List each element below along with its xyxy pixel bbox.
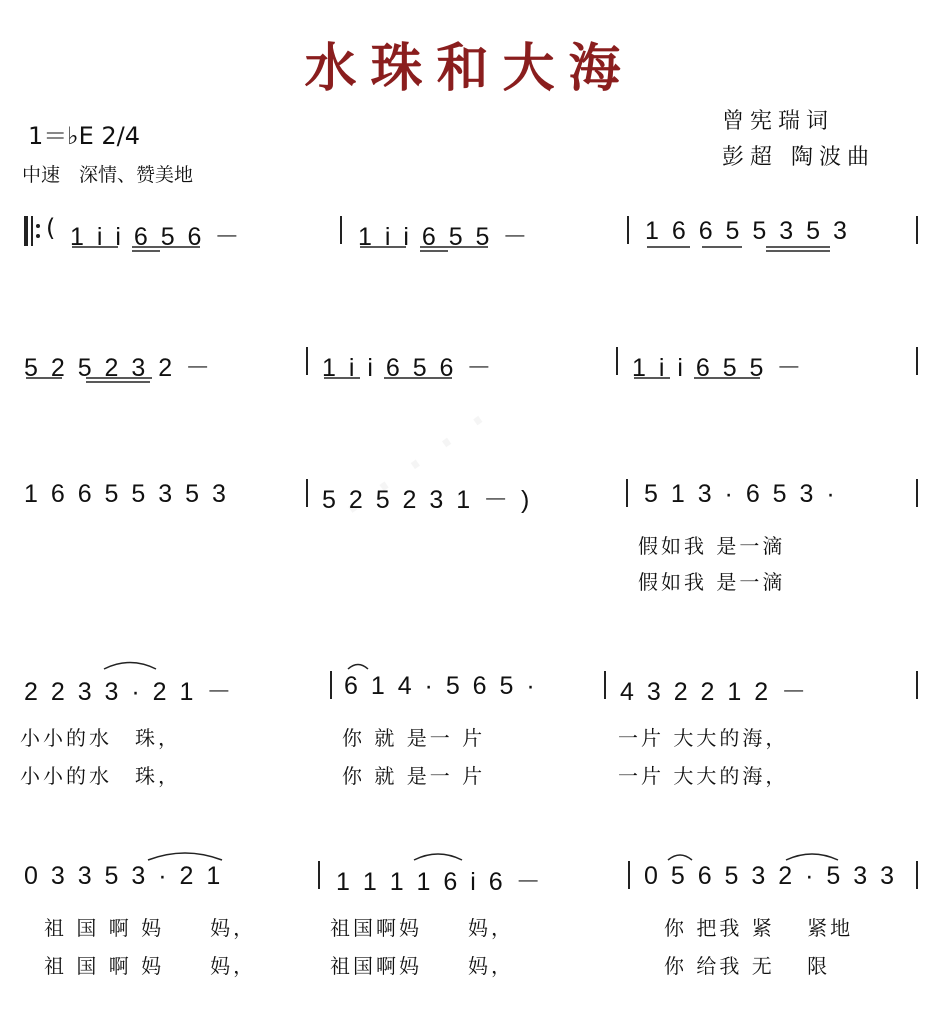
- lyric-line: 祖国啊妈 妈，: [330, 916, 514, 940]
- lyric-line: 祖国啊妈 妈，: [330, 954, 514, 978]
- measure: 1 i i 6 5 6 －: [322, 354, 495, 382]
- measure: 1 i i 6 5 5 －: [358, 223, 531, 251]
- measure: 1 i i 6 5 5 －: [632, 354, 805, 382]
- measure: 5 1 3 · 6 5 3 ·: [644, 480, 838, 508]
- measure: 2 2 3 3 · 2 1 －: [24, 678, 235, 706]
- measure: 1 1 1 1 6 i 6 －: [336, 868, 544, 896]
- measure: 1 i i 6 5 6 －: [70, 223, 243, 251]
- lyric-line: 小小的水 珠，: [20, 764, 181, 788]
- measure: 0 5 6 5 3 2 · 5 3 3: [644, 862, 897, 890]
- measure: 0 3 3 5 3 · 2 1: [24, 862, 224, 890]
- lyricist-credit: 曾宪瑞词: [722, 109, 835, 134]
- composer-credit: 彭超 陶波曲: [722, 145, 875, 170]
- lyric-line: 祖 国 啊 妈 妈，: [44, 916, 257, 940]
- measure: 6 1 4 · 5 6 5 ·: [344, 672, 538, 700]
- lyric-line: 假如我 是一滴: [638, 570, 786, 594]
- lyric-line: 你 就 是一 片: [342, 726, 486, 750]
- lyric-line: 一片 大大的海，: [618, 764, 789, 788]
- lyric-line: 一片 大大的海，: [618, 726, 789, 750]
- repeat-start-sign: (: [24, 216, 64, 246]
- key-signature: 1＝♭E 2/4: [28, 122, 141, 150]
- lyric-line: 你 给我 无 限: [664, 954, 831, 978]
- lyric-line: 你 就 是一 片: [342, 764, 486, 788]
- measure: 1 6 6 5 5 3 5 3: [24, 480, 229, 508]
- song-title: 水珠和大海: [304, 39, 635, 99]
- lyric-line: 小小的水 珠，: [20, 726, 181, 750]
- measure: 5 2 5 2 3 1 － ): [322, 486, 533, 514]
- measure: 1 6 6 5 5 3 5 3: [645, 217, 850, 245]
- measure: 5 2 5 2 3 2 －: [24, 354, 214, 382]
- measure: 4 3 2 2 1 2 －: [620, 678, 810, 706]
- lyric-line: 假如我 是一滴: [638, 534, 786, 558]
- tempo-marking: 中速 深情、赞美地: [22, 164, 194, 186]
- lyric-line: 祖 国 啊 妈 妈，: [44, 954, 257, 978]
- lyric-line: 你 把我 紧 紧地: [664, 916, 854, 940]
